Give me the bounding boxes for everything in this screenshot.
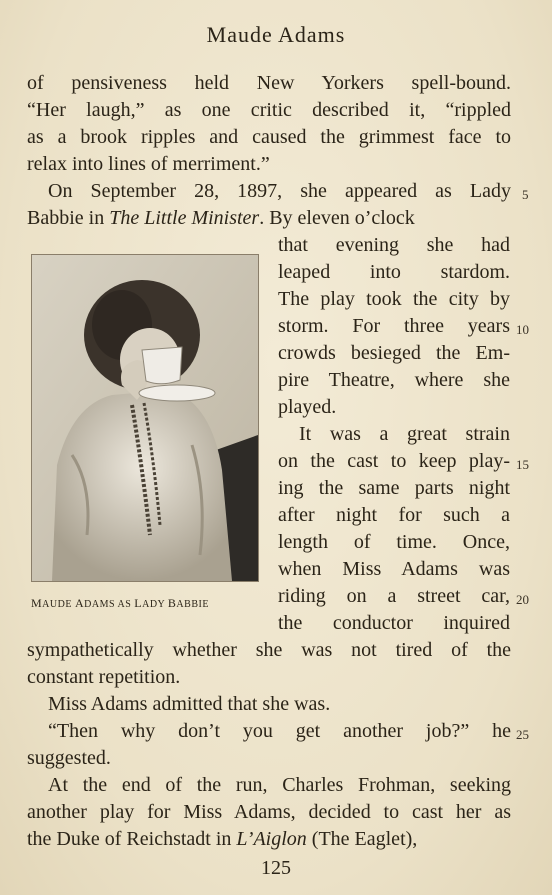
text-line: The play took the city by (278, 288, 510, 310)
text-line: length of time. Once, (278, 531, 510, 553)
text-line: sympathetically whether she was not tired of the (27, 639, 511, 661)
caption-text: MAUDE ADAMS AS LADY BABBIE (31, 596, 209, 610)
running-head: Maude Adams (206, 22, 346, 47)
text-line: when Miss Adams was (278, 558, 510, 580)
text-line: the Duke of Reichstadt in L’Aiglon (The Eaglet), (27, 828, 418, 850)
text-line: crowds besieged the Em- (278, 342, 510, 364)
page-number: 125 (261, 857, 291, 879)
text-line: constant repetition. (27, 666, 181, 688)
text-line: “Then why don’t you get another job?” he (48, 720, 511, 742)
text-line: on the cast to keep play- (278, 450, 510, 472)
text-line: played. (278, 396, 337, 418)
line-number: 20 (516, 592, 529, 607)
text-line: storm. For three years (278, 315, 510, 337)
line-number: 5 (522, 187, 529, 202)
text-line: At the end of the run, Charles Frohman, seeking (48, 774, 511, 796)
text-line: relax into lines of merriment.” (27, 153, 270, 175)
text-line: of pensiveness held New Yorkers spell-bound. (27, 72, 511, 94)
text-line: pire Theatre, where she (278, 369, 510, 391)
text-line: leaped into stardom. (278, 261, 510, 283)
text-line: Babbie in The Little Minister. By eleven o’clock (27, 207, 415, 229)
figure-caption (31, 596, 271, 611)
text-line: “Her laugh,” as one critic described it, “rippled (27, 99, 511, 121)
text-line: after night for such a (278, 504, 510, 526)
text-line: It was a great strain (299, 423, 510, 445)
portrait-photo (31, 254, 259, 582)
text-line: that evening she had (278, 234, 510, 256)
text-line: suggested. (27, 747, 111, 769)
text-line: Miss Adams admitted that she was. (48, 693, 331, 715)
line-number: 25 (516, 727, 529, 742)
text-line: the conductor inquired (278, 612, 510, 634)
line-number: 10 (516, 322, 529, 337)
text-line: as a brook ripples and caused the grimmest face to (27, 126, 511, 148)
text-line: riding on a street car, (278, 585, 510, 607)
text-line: another play for Miss Adams, decided to cast her as (27, 801, 511, 823)
line-number: 15 (516, 457, 529, 472)
text-line: ing the same parts night (278, 477, 510, 499)
text-line: On September 28, 1897, she appeared as Lady (48, 180, 511, 202)
